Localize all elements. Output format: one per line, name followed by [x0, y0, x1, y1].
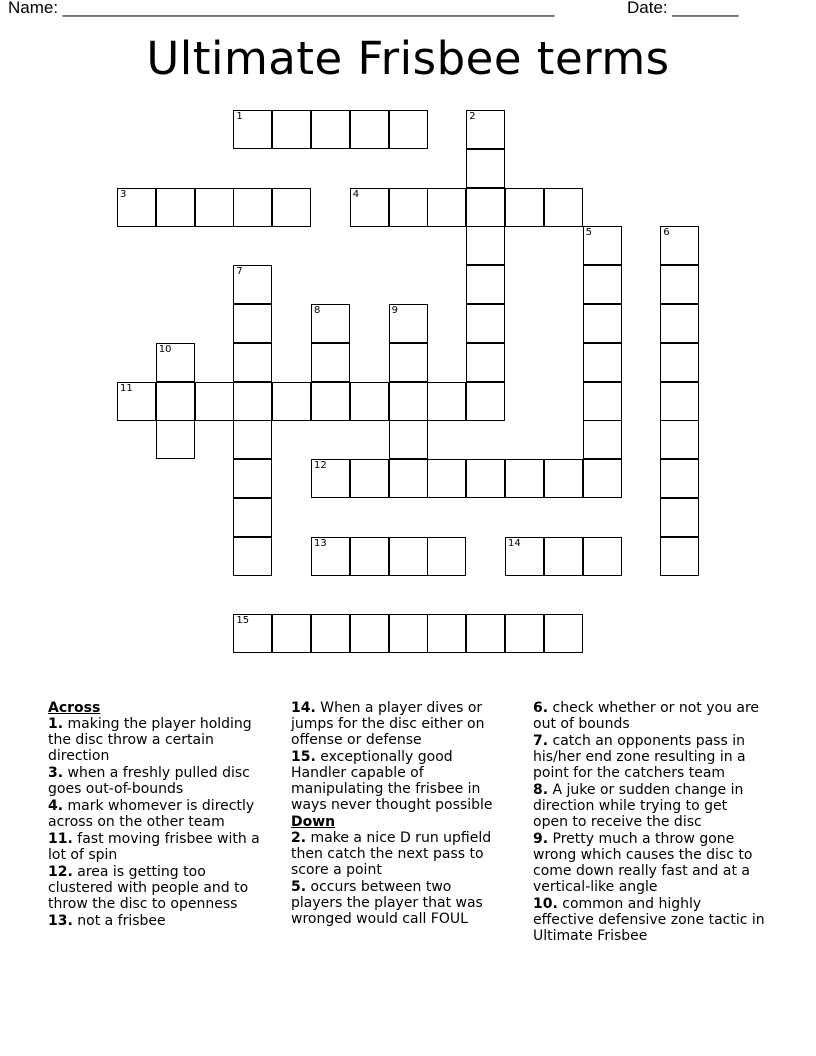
- clue-item-number: 14.: [291, 700, 316, 716]
- crossword-cell[interactable]: [544, 537, 583, 576]
- crossword-cell[interactable]: [350, 382, 389, 421]
- crossword-cell[interactable]: [156, 382, 195, 421]
- clue-item-text: making the player holding the disc throw a certain direction: [48, 716, 252, 764]
- crossword-cell[interactable]: [311, 304, 350, 343]
- crossword-cell[interactable]: [350, 537, 389, 576]
- crossword-cell[interactable]: [583, 459, 622, 498]
- crossword-cell[interactable]: [117, 188, 156, 227]
- crossword-cell[interactable]: [233, 188, 272, 227]
- crossword-cell[interactable]: [660, 420, 699, 459]
- crossword-cell[interactable]: [505, 188, 544, 227]
- clue-item-text: common and highly effective defensive zone tactic in Ultimate Frisbee: [533, 896, 765, 944]
- down-heading: Down: [291, 814, 336, 830]
- clue-item-text: When a player dives or jumps for the disc either on offense or defense: [291, 700, 485, 748]
- crossword-cell[interactable]: [389, 188, 428, 227]
- crossword-cell[interactable]: [583, 265, 622, 304]
- clue-item-text: check whether or not you are out of bounds: [533, 700, 760, 732]
- clue-item-number: 10.: [533, 896, 558, 912]
- crossword-cell[interactable]: [427, 188, 466, 227]
- page-title: Ultimate Frisbee terms: [146, 32, 670, 85]
- clue-number: 5: [585, 227, 592, 239]
- crossword-cell[interactable]: [466, 265, 505, 304]
- crossword-cell[interactable]: [233, 614, 272, 653]
- clue-item: [48, 716, 273, 764]
- clue-number: 9: [391, 305, 398, 316]
- clue-item-number: 9.: [533, 831, 549, 847]
- clue-item-number: 7.: [533, 733, 549, 749]
- clue-number: 8: [314, 305, 321, 316]
- clue-item: [533, 831, 765, 895]
- crossword-cell[interactable]: [427, 537, 466, 576]
- crossword-cell[interactable]: [660, 265, 699, 304]
- clue-item: [533, 733, 765, 781]
- clue-number: 12: [314, 460, 327, 472]
- crossword-cell[interactable]: [233, 265, 272, 304]
- clue-item: [48, 864, 273, 912]
- clue-item: [48, 831, 273, 863]
- crossword-cell[interactable]: [544, 459, 583, 498]
- crossword-cell[interactable]: [156, 188, 195, 227]
- clue-number: 10: [158, 343, 172, 355]
- clue-item: [48, 913, 273, 929]
- clue-item: [533, 896, 765, 944]
- clue-item: [533, 700, 765, 732]
- across-heading: Across: [48, 700, 101, 716]
- clue-item-text: A juke or sudden change in direction while trying to get open to receive the disc: [533, 782, 744, 830]
- crossword-cell[interactable]: [195, 188, 234, 227]
- crossword-cell[interactable]: [350, 188, 389, 227]
- crossword-cell[interactable]: [272, 382, 311, 421]
- clue-item-number: 2.: [291, 830, 307, 846]
- clue-item: [533, 782, 765, 830]
- clues-column-3: [533, 700, 765, 945]
- crossword-cell[interactable]: [233, 537, 272, 576]
- crossword-cell[interactable]: [389, 420, 428, 459]
- crossword-cell[interactable]: [660, 537, 699, 576]
- crossword-cell[interactable]: [466, 226, 505, 265]
- crossword-cell[interactable]: [544, 614, 583, 653]
- name-field-label: Name: ____________________________________________________: [8, 0, 555, 17]
- clue-item-number: 1.: [48, 716, 64, 732]
- clue-item-text: mark whomever is directly across on the other team: [48, 798, 255, 830]
- crossword-cell[interactable]: [660, 498, 699, 537]
- clue-number: 11: [120, 382, 133, 394]
- crossword-cell[interactable]: [272, 188, 311, 227]
- crossword-cell[interactable]: [156, 420, 195, 459]
- crossword-cell[interactable]: [389, 537, 428, 576]
- crossword-cell[interactable]: [389, 459, 428, 498]
- clues-column-2: [291, 700, 506, 928]
- crossword-cell[interactable]: [350, 614, 389, 653]
- clue-number: 7: [236, 266, 243, 278]
- crossword-cell[interactable]: [233, 304, 272, 343]
- clue-item: [291, 879, 506, 927]
- crossword-cell[interactable]: [272, 614, 311, 653]
- crossword-cell[interactable]: [544, 188, 583, 227]
- crossword-cell[interactable]: [583, 537, 622, 576]
- crossword-cell[interactable]: [272, 110, 311, 149]
- crossword-cell[interactable]: [350, 459, 389, 498]
- crossword-cell[interactable]: [311, 343, 350, 382]
- crossword-cell[interactable]: [389, 382, 428, 421]
- clue-number: 2: [469, 111, 476, 122]
- clue-item: [48, 798, 273, 830]
- crossword-cell[interactable]: [117, 382, 156, 421]
- crossword-cell[interactable]: [389, 304, 428, 343]
- crossword-cell[interactable]: [660, 343, 699, 382]
- crossword-cell[interactable]: [583, 304, 622, 343]
- clue-item-text: when a freshly pulled disc goes out-of-bounds: [48, 765, 250, 797]
- crossword-cell[interactable]: [466, 110, 505, 149]
- clue-item-number: 4.: [48, 798, 64, 814]
- crossword-cell[interactable]: [660, 304, 699, 343]
- crossword-cell[interactable]: [311, 110, 350, 149]
- crossword-cell[interactable]: [466, 188, 505, 227]
- crossword-cell[interactable]: [427, 382, 466, 421]
- crossword-cell[interactable]: [389, 343, 428, 382]
- clue-item-number: 13.: [48, 913, 73, 929]
- crossword-cell[interactable]: [195, 382, 234, 421]
- crossword-cell[interactable]: [660, 382, 699, 421]
- crossword-cell[interactable]: [466, 459, 505, 498]
- crossword-cell[interactable]: [505, 537, 544, 576]
- clue-item: [48, 765, 273, 797]
- crossword-cell[interactable]: [427, 459, 466, 498]
- crossword-cell[interactable]: [505, 459, 544, 498]
- clue-number: 13: [314, 537, 327, 549]
- crossword-cell[interactable]: [466, 304, 505, 343]
- date-field-label: Date: _______: [627, 0, 739, 17]
- crossword-cell[interactable]: [427, 614, 466, 653]
- clue-item-text: fast moving frisbee with a lot of spin: [48, 831, 260, 863]
- crossword-cell[interactable]: [311, 382, 350, 421]
- crossword-cell[interactable]: [311, 459, 350, 498]
- crossword-cell[interactable]: [466, 149, 505, 188]
- crossword-cell[interactable]: [233, 110, 272, 149]
- clue-item-text: exceptionally good Handler capable of manipulating the frisbee in ways never thought possible: [291, 749, 493, 813]
- crossword-cell[interactable]: [233, 420, 272, 459]
- crossword-cell[interactable]: [583, 343, 622, 382]
- crossword-cell[interactable]: [233, 343, 272, 382]
- clue-item-text: not a frisbee: [72, 913, 166, 929]
- clue-item-number: 3.: [48, 765, 64, 781]
- crossword-cell[interactable]: [466, 343, 505, 382]
- clue-item-text: area is getting too clustered with people and to throw the disc to openness: [48, 864, 249, 912]
- clue-item-text: catch an opponents pass in his/her end zone resulting in a point for the catchers team: [533, 733, 746, 781]
- clue-item-text: Pretty much a throw gone wrong which causes the disc to come down really fast and at a vertical-like angle: [533, 831, 753, 895]
- clue-item-text: occurs between two players the player that was wronged would call FOUL: [291, 879, 483, 927]
- clue-number: 15: [236, 615, 250, 627]
- clues-column-1: [48, 700, 273, 930]
- crossword-cell[interactable]: [350, 110, 389, 149]
- crossword-cell[interactable]: [583, 382, 622, 421]
- clue-number: 3: [120, 188, 127, 200]
- crossword-cell[interactable]: [311, 537, 350, 576]
- clue-number: 14: [508, 537, 521, 549]
- crossword-cell[interactable]: [311, 614, 350, 653]
- clue-item: [291, 830, 506, 878]
- clue-number: 4: [352, 188, 360, 200]
- crossword-cell[interactable]: [233, 459, 272, 498]
- crossword-cell[interactable]: [660, 226, 699, 265]
- clue-number: 1: [236, 111, 243, 122]
- crossword-cell[interactable]: [583, 420, 622, 459]
- crossword-cell[interactable]: [466, 614, 505, 653]
- clue-item: [291, 749, 506, 813]
- crossword-cell[interactable]: [583, 226, 622, 265]
- clue-item-number: 12.: [48, 864, 73, 880]
- crossword-cell[interactable]: [389, 614, 428, 653]
- crossword-cell[interactable]: [233, 498, 272, 537]
- crossword-cell[interactable]: [233, 382, 272, 421]
- clue-item-number: 5.: [291, 879, 307, 895]
- crossword-cell[interactable]: [156, 343, 195, 382]
- clue-item-number: 11.: [48, 831, 73, 847]
- clue-item-text: make a nice D run upfield then catch the next pass to score a point: [291, 830, 492, 878]
- crossword-cell[interactable]: [660, 459, 699, 498]
- clue-item-number: 8.: [533, 782, 549, 798]
- clue-item-number: 15.: [291, 749, 316, 765]
- clue-item: [291, 700, 506, 748]
- crossword-cell[interactable]: [466, 382, 505, 421]
- crossword-cell[interactable]: [505, 614, 544, 653]
- clue-number: 6: [663, 227, 670, 239]
- crossword-cell[interactable]: [389, 110, 428, 149]
- clue-item-number: 6.: [533, 700, 549, 716]
